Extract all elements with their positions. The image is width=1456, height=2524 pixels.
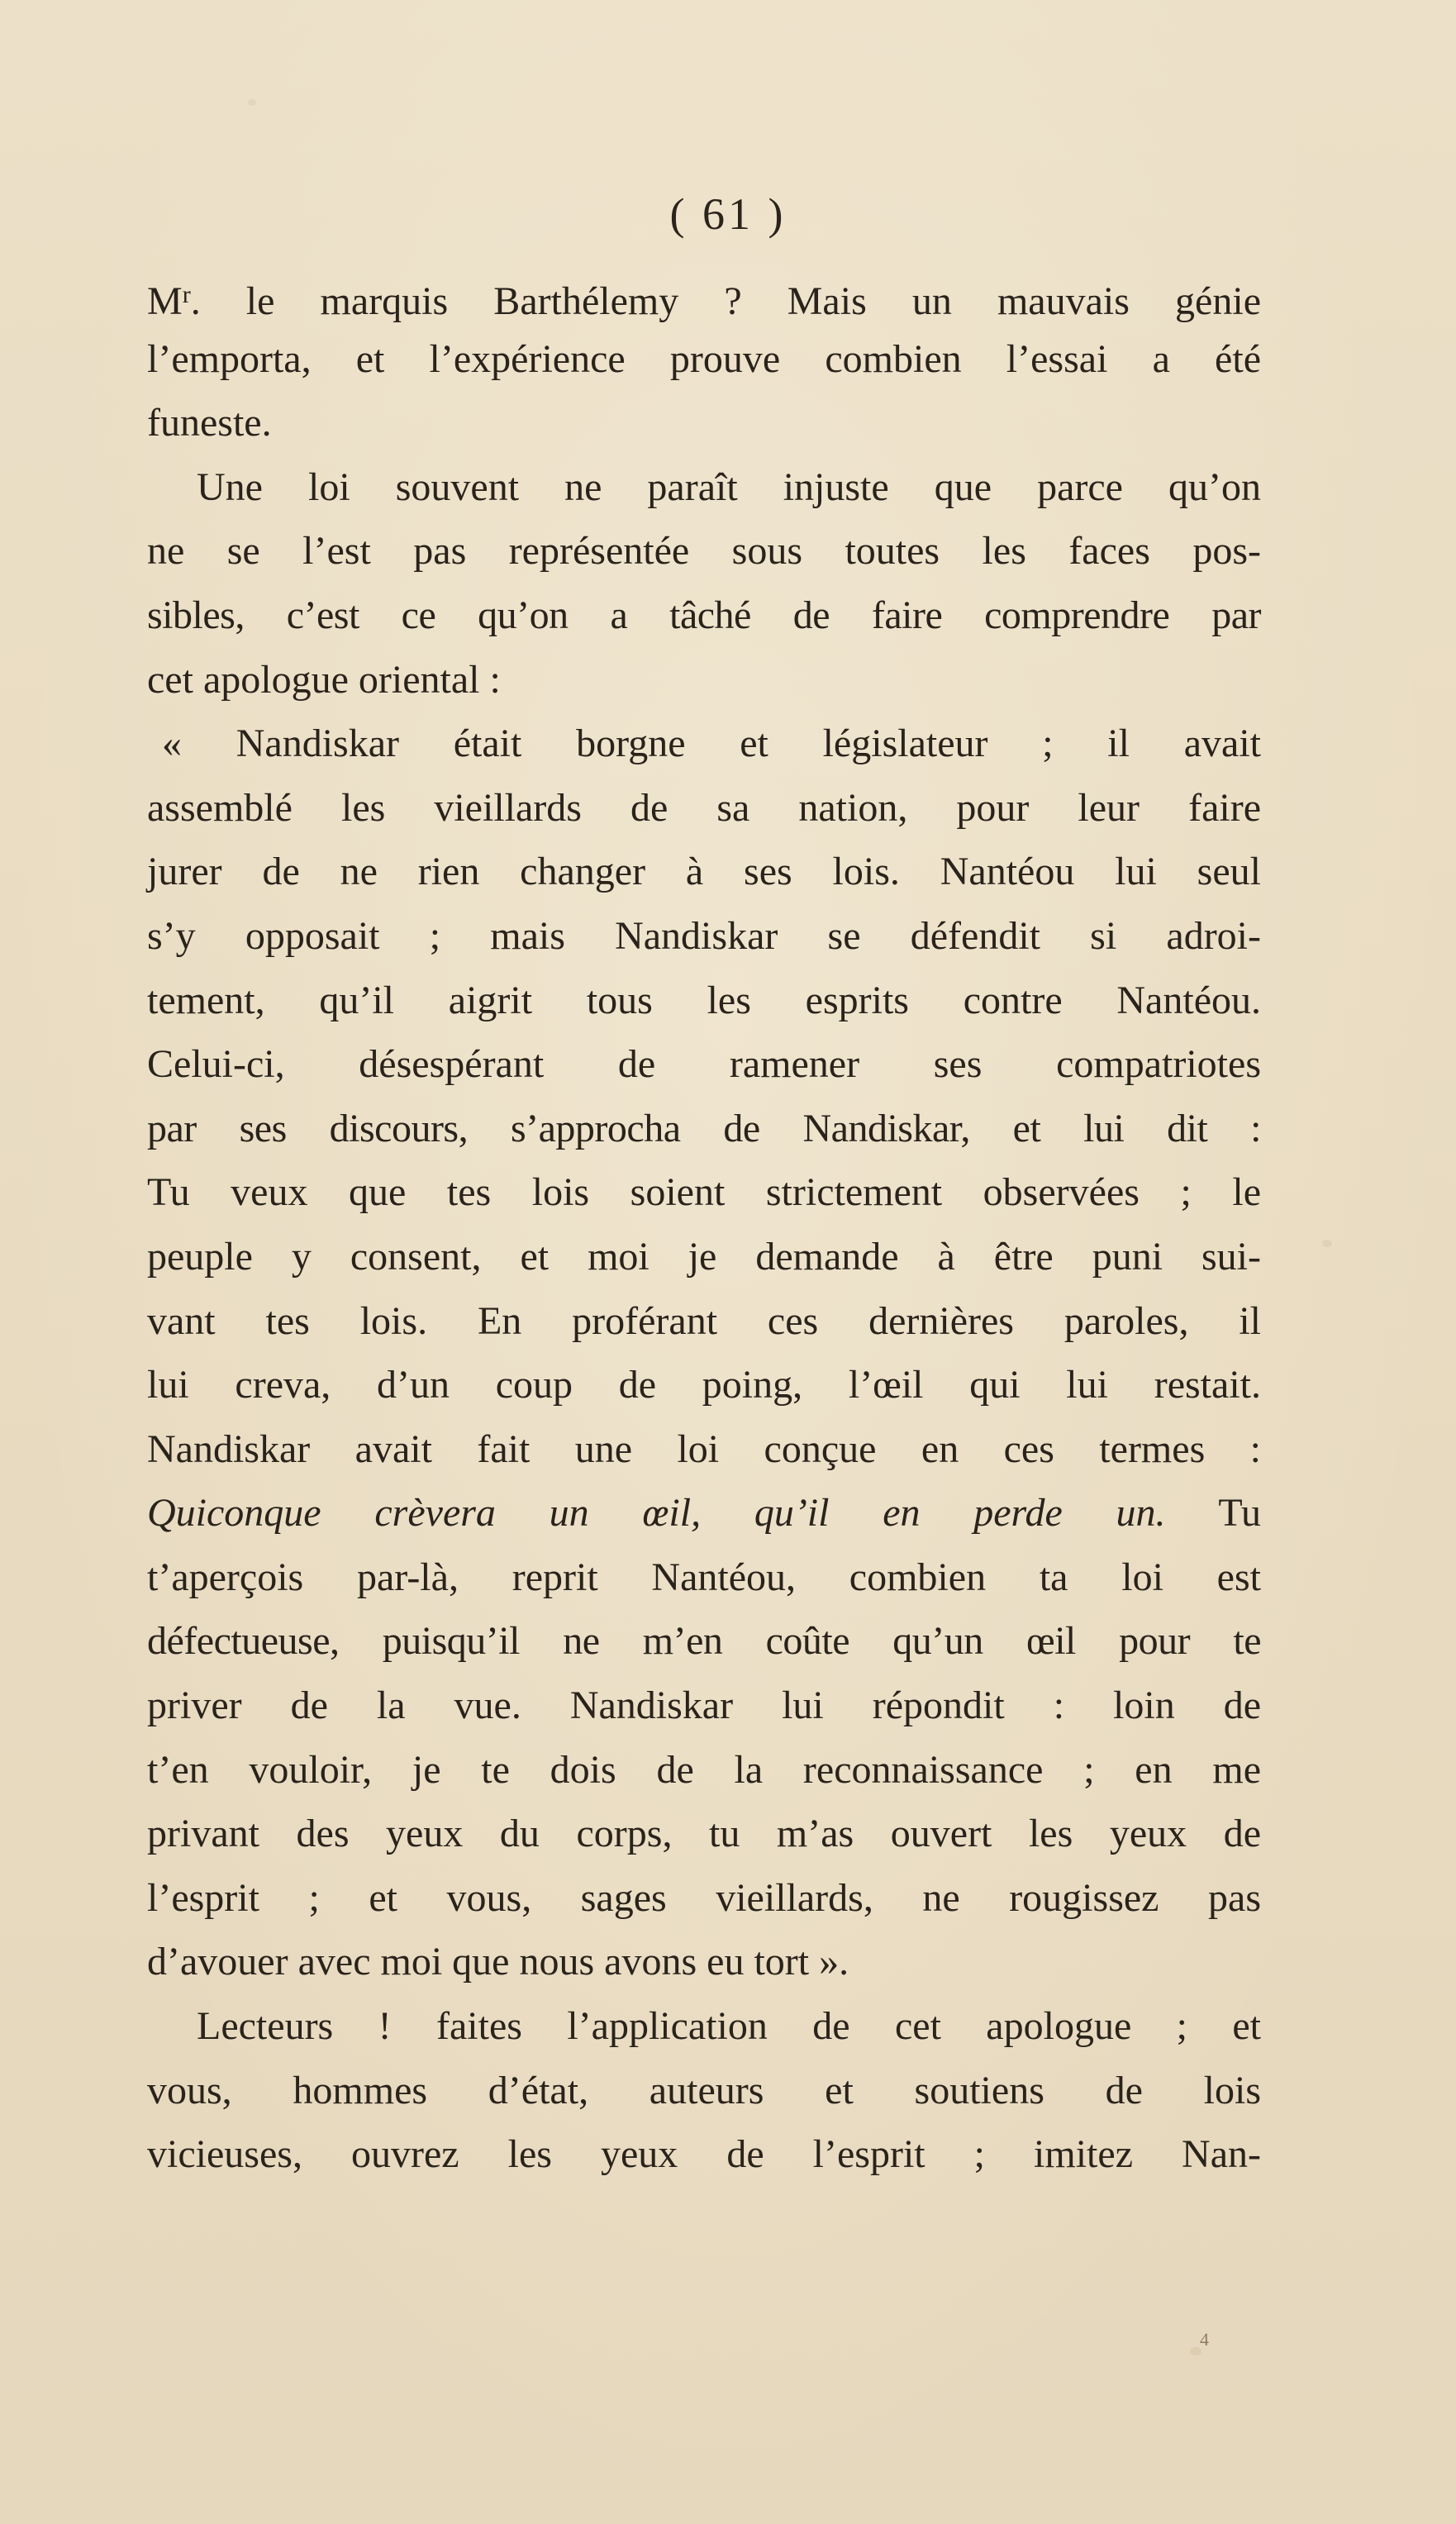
text-line: t’aperçois par-là, reprit Nantéou, combien ta loi est <box>147 1555 1261 1599</box>
body-text <box>147 263 1261 2187</box>
text-line: s’y opposait ; mais Nandiskar se défendit si adroi- <box>147 913 1261 958</box>
paper-spot <box>1322 1240 1332 1247</box>
paragraph-start-line: « Nandiskar était borgne et législateur ; il avait <box>162 721 1261 766</box>
text-line: $M^r$. le marquis Barthélemy ? Mais un mauvais génie <box>147 279 1261 323</box>
text-line: vicieuses, ouvrez les yeux de l’esprit ; imitez Nan- <box>147 2132 1261 2177</box>
text-line: priver de la vue. Nandiskar lui répondit : loin de <box>147 1683 1261 1728</box>
text-line: t’en vouloir, je te dois de la reconnaissance ; en me <box>147 1747 1261 1792</box>
text-line: sibles, c’est ce qu’on a tâché de faire comprendre par <box>147 593 1261 637</box>
text-line: vous, hommes d’état, auteurs et soutiens de lois <box>147 2068 1261 2112</box>
text-line: l’esprit ; et vous, sages vieillards, ne rougissez pas <box>147 1875 1261 1920</box>
text-line: l’emporta, et l’expérience prouve combien l’essai a été <box>147 336 1261 381</box>
italic-quote: Quiconque crèvera un œil, qu’il en perde un. <box>147 1491 1166 1536</box>
text-line: lui creva, d’un coup de poing, l’œil qui lui restait. <box>147 1363 1261 1407</box>
corner-mark: 4 <box>1200 2329 1209 2350</box>
text-line: jurer de ne rien changer à ses lois. Nantéou lui seul <box>147 850 1261 894</box>
text-line: défectueuse, puisqu’il ne m’en coûte qu’un œil pour te <box>147 1619 1261 1664</box>
text-line: peuple y consent, et moi je demande à être puni sui- <box>147 1234 1261 1279</box>
text-line: Nandiskar avait fait une loi conçue en ces termes : <box>147 1426 1261 1471</box>
text-line: tement, qu’il aigrit tous les esprits contre Nantéou. <box>147 978 1261 1022</box>
text-line: Tu veux que tes lois soient strictement observées ; le <box>147 1170 1261 1215</box>
text-line: vant tes lois. En proférant ces dernières paroles, il <box>147 1298 1261 1343</box>
paragraph-start-line: Lecteurs ! faites l’application de cet apologue ; et <box>197 2004 1261 2049</box>
text-line: ne se l’est pas représentée sous toutes les faces pos- <box>147 529 1261 574</box>
text-line: Quiconque crèvera un œil, qu’il en perde un. Tu <box>147 1491 1262 1536</box>
page-number: ( 61 ) <box>669 189 787 239</box>
text-line: Celui-ci, désespérant de ramener ses compatriotes <box>147 1042 1261 1087</box>
text-line: assemblé les vieillards de sa nation, pour leur faire <box>147 785 1261 830</box>
text-line: privant des yeux du corps, tu m’as ouvert les yeux de <box>147 1812 1261 1856</box>
text-line: par ses discours, s’approcha de Nandiskar, et lui dit : <box>147 1106 1261 1150</box>
text-line: cet apologue oriental : <box>147 657 501 702</box>
paper-spot <box>248 99 256 106</box>
paragraph-start-line: Une loi souvent ne paraît injuste que parce qu’on <box>197 464 1261 509</box>
text-line: d’avouer avec moi que nous avons eu tort ». <box>147 1940 849 1984</box>
text-line: funeste. <box>147 401 272 445</box>
